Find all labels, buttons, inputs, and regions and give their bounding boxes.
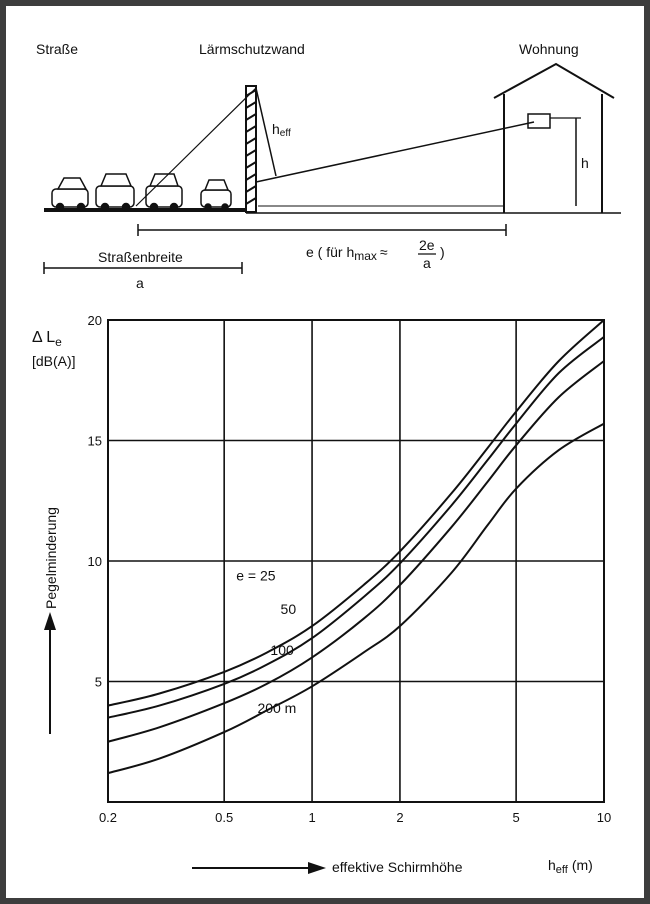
car-1 xyxy=(52,178,88,211)
x-axis-arrowhead xyxy=(308,862,326,874)
series-label: 100 xyxy=(270,641,294,658)
car-2 xyxy=(96,174,134,211)
x-tick-label: 5 xyxy=(512,810,520,825)
y-tick-label: 5 xyxy=(94,674,102,690)
label-wall: Lärmschutzwand xyxy=(199,41,305,57)
label-e-numerator: 2e xyxy=(419,237,435,253)
curve-series-1 xyxy=(108,337,604,718)
x-axis-var-label: $h_{eff}$ (m) xyxy=(548,857,593,876)
y-axis-unit-label: [dB(A)] xyxy=(32,353,76,369)
plot-frame xyxy=(108,320,604,802)
noise-barrier-scene xyxy=(6,6,644,296)
label-road: Straße xyxy=(36,41,79,57)
series-label: e = 25 xyxy=(236,567,276,584)
label-a: a xyxy=(136,275,144,291)
x-tick-label: 0.2 xyxy=(98,810,118,825)
y-axis-side-label: Pegelminderung xyxy=(43,507,59,609)
dwelling xyxy=(494,64,614,213)
y-tick-label: 10 xyxy=(87,554,102,569)
label-heff: heff xyxy=(272,121,291,139)
label-roadwidth: Straßenbreite xyxy=(98,249,183,265)
chart-ticks xyxy=(88,313,612,825)
car-4 xyxy=(201,180,231,210)
curve-series-2 xyxy=(108,361,604,742)
x-tick-label: 1 xyxy=(308,810,316,825)
series-label: 200 m xyxy=(257,699,297,716)
car-3 xyxy=(146,174,182,211)
y-tick-label: 15 xyxy=(87,433,102,449)
sound-ray-to-top xyxy=(136,88,256,206)
series-label: 50 xyxy=(280,601,297,618)
curve-series-3 xyxy=(108,424,604,773)
x-tick-label: 10 xyxy=(596,810,612,825)
sound-ray-to-home xyxy=(256,122,534,182)
label-home: Wohnung xyxy=(519,41,579,57)
figure-paper xyxy=(6,6,644,898)
x-tick-label: 2 xyxy=(396,810,404,825)
y-tick-label: 20 xyxy=(87,313,102,328)
label-h: h xyxy=(581,155,589,171)
label-e-formula: e ( für hmax ≈ xyxy=(306,244,388,263)
y-axis-arrowhead xyxy=(44,612,56,630)
y-axis-delta-label: Δ $L_e$ xyxy=(32,329,62,349)
label-e-denominator: a xyxy=(423,255,431,271)
x-axis-label: effektive Schirmhöhe xyxy=(332,859,463,875)
curve-series-0 xyxy=(108,320,604,706)
x-tick-label: 0.5 xyxy=(215,810,234,825)
chart-grid xyxy=(108,320,604,802)
chart-curves xyxy=(108,320,604,773)
label-e-close: ) xyxy=(440,244,445,260)
